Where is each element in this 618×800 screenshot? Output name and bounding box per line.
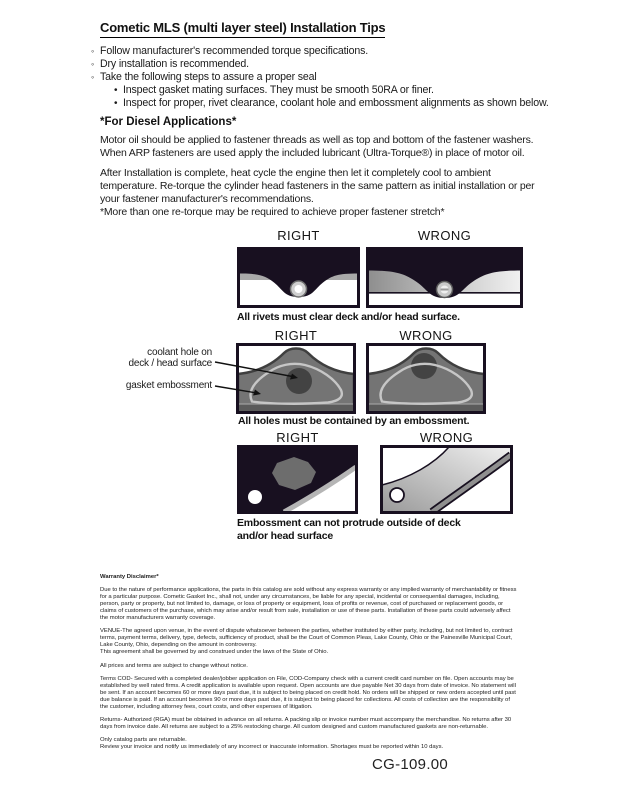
circle-bullet-icon: ◦ [91, 59, 95, 69]
page-number: CG-109.00 [372, 756, 449, 773]
diesel-applications-heading: *For Diesel Applications* [100, 116, 237, 128]
diesel-paragraph-1: Motor oil should be applied to fastener threads as well as top and bottom of the fastener washers. When ARP fasteners are used apply the included lubricant (Ultra-Torque®) in place of motor oil. [100, 134, 534, 160]
caption-line: and/or head surface [237, 530, 333, 542]
diagram-embossment-right [237, 445, 358, 514]
list-item-text: Follow manufacturer's recommended torque specifications. [100, 45, 369, 57]
warranty-disclaimer-block [100, 574, 519, 758]
annotation-text: gasket embossment [125, 380, 212, 391]
legal-paragraph: Only catalog parts are returnable. [100, 737, 187, 744]
legal-paragraph: Review your invoice and notify us immediately of any incorrect or inaccurate information. Shortages must be reported within 10 days. [100, 744, 444, 751]
dot-bullet-icon: • [114, 98, 118, 109]
diagram-rivet-right [237, 247, 360, 308]
right-label: RIGHT [276, 430, 319, 445]
embossment-caption [237, 517, 497, 543]
list-item-text: Inspect gasket mating surfaces. They must be smooth 50RA or finer. [123, 84, 434, 96]
dot-bullet-icon: • [114, 85, 118, 96]
rivet-caption: All rivets must clear deck and/or head surface. [237, 311, 460, 323]
list-subitem [91, 97, 561, 110]
leader-lines [105, 340, 315, 420]
page-title: Cometic MLS (multi layer steel) Installation Tips [100, 20, 385, 38]
coolant-hole-caption: All holes must be contained by an embossment. [238, 415, 470, 427]
diagram-rivet-wrong [366, 247, 523, 308]
list-item [91, 45, 561, 58]
legal-paragraph: VENUE-The agreed upon venue, in the event of dispute whatsoever between the parties, whether instituted by either party, including, but not limited to, contract terms, payment terms, delivery, type, defects, sufficiency of product, shall be the Court of Common Pleas, Lake County, Ohio or the Painesville Municipal Court, Lake County, Ohio, depending on the amount in controversy. [100, 628, 513, 649]
circle-bullet-icon: ◦ [91, 72, 95, 82]
legal-paragraph: Due to the nature of performance applications, the parts in this catalog are sold without any express warranty or any implied warranty of merchantability or fitness for a particular purpose. Cometic Gasket Inc., shall not, under any circumstances, be liable for any special, incidental or consequential damages, including, person, party or property, but not limited to, damage, or loss of property or equipment, loss of profits or revenue, cost of purchased or replacement goods, or claims of customers of the purchase, which may arise and/or result from sale, installation or use of these parts. Installation of these parts could adversely affect the motor manufacturers warranty coverage. [100, 587, 517, 622]
list-item-text: Inspect for proper, rivet clearance, coolant hole and embossment alignments as shown below. [123, 97, 549, 109]
legal-paragraph: This agreement shall be governed by and construed under the laws of the State of Ohio. [100, 649, 329, 656]
diagram-coolant-hole-wrong [366, 343, 486, 414]
caption-line: Embossment can not protrude outside of deck [237, 517, 461, 529]
wrong-label: WRONG [419, 430, 474, 445]
wrong-label: WRONG [417, 228, 472, 243]
right-label: RIGHT [277, 228, 320, 243]
retorque-note: *More than one re-torque may be required to achieve proper fastener stretch* [100, 206, 445, 218]
legal-paragraph: Returns- Authorized (RGA) must be obtained in advance on all returns. A packing slip or invoice number must accompany the merchandise. No returns after 30 days from invoice date. All returns are subject to a 25% restocking charge. All custom designed and custom manufactured gaskets are non-returnable. [100, 717, 512, 730]
diagram-embossment-wrong [380, 445, 513, 514]
circle-bullet-icon: ◦ [91, 46, 95, 56]
list-item [91, 58, 561, 71]
annotation-text: coolant hole on [147, 347, 212, 358]
list-item-text: Dry installation is recommended. [100, 58, 249, 70]
list-item [91, 71, 561, 84]
installation-tips-list [91, 45, 561, 110]
annotation-text: deck / head surface [128, 358, 212, 369]
list-subitem [91, 84, 561, 97]
warranty-heading: Warranty Disclaimer* [100, 574, 159, 580]
right-label: RIGHT [274, 328, 318, 343]
legal-paragraph: Terms COD- Secured with a completed dealer/jobber application on File, COD-Company check with a current credit card number on file. Open accounts may be established by well rated firms. A credit application is available upon request. Open accounts are due payable Net 30 days from date of invoice. No statement will be sent. If an account becomes 60 or more days past due, it is subject to being placed on credit hold. No orders will be shipped or new orders accepted until past due balance is paid. If an account becomes 90 or more days past due, it is subject to being placed for collections. All costs of collection are the responsibility of the customer, including attorney fees, court costs, and other expenses of litigation. [100, 675, 516, 710]
diesel-paragraph-2: After Installation is complete, heat cycle the engine then let it completely cool to ambient temperature. Re-torque the cylinder head fasteners in the same pattern as initial installation or per your fastener manufacturer's recommendations. [100, 167, 535, 206]
wrong-label: WRONG [399, 328, 453, 343]
legal-paragraph: All prices and terms are subject to change without notice. [100, 662, 248, 669]
list-item-text: Take the following steps to assure a proper seal [100, 71, 317, 83]
